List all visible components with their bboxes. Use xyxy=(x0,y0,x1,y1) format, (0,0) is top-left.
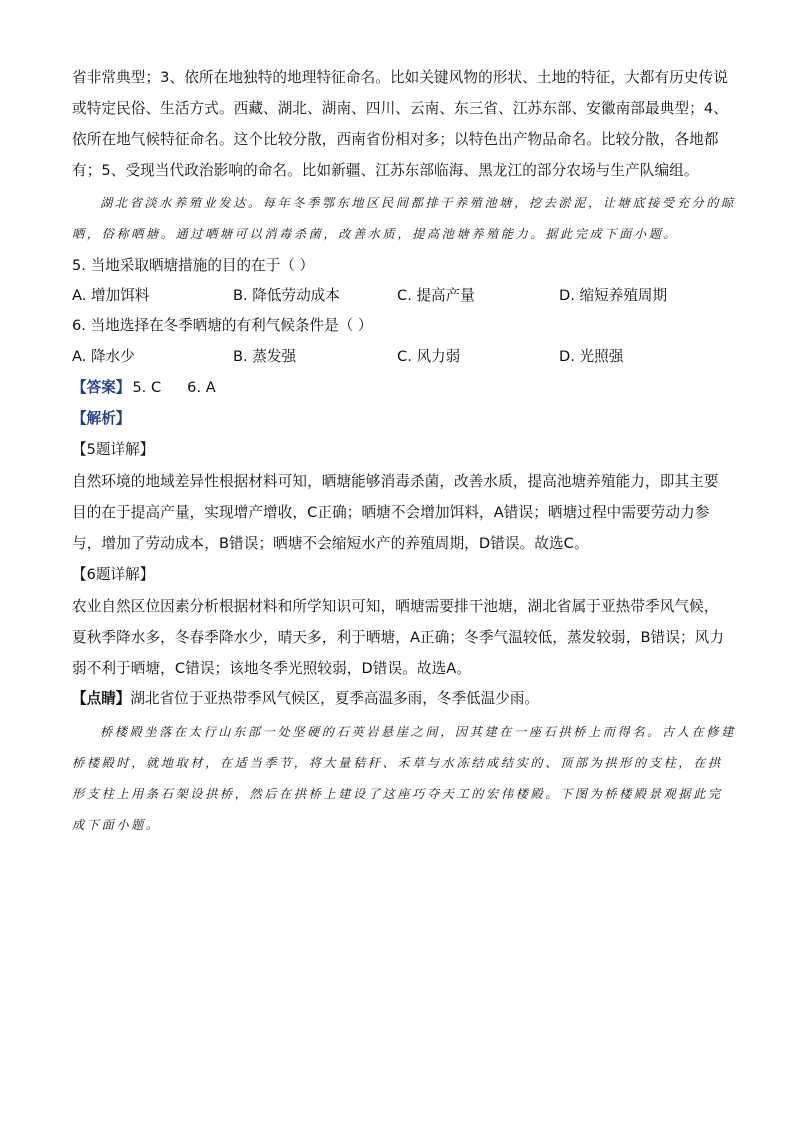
question-6-option-b: B. 蒸发强 xyxy=(233,348,297,365)
question-5-option-d: D. 缩短养殖周期 xyxy=(559,287,668,304)
comment-text: 湖北省位于亚热带季风气候区，夏季高温多雨，冬季低温少雨。 xyxy=(130,690,540,707)
detail-6-text: 农业自然区位因素分析根据材料和所学知识可知，晒塘需要排干池塘，湖北省属于亚热带季风气候，夏秋季降水多，冬春季降水少，晴天多，利于晒塘，A正确；冬季气温较低，蒸发较弱，B错误；风力弱不利于晒塘，C错误；该地冬季光照较弱，D错误。故选A。 xyxy=(72,598,725,677)
analysis-tag: 【解析】 xyxy=(72,410,131,427)
question-5-option-b: B. 降低劳动成本 xyxy=(233,287,340,304)
question-6-option-a: A. 降水少 xyxy=(72,348,135,365)
detail-5-text: 自然环境的地域差异性根据材料可知，晒塘能够消毒杀菌，改善水质，提高池塘养殖能力，即其主要目的在于提高产量，实现增产增收，C正确；晒塘不会增加饵料，A错误；晒塘过程中需要劳动力参与，增加了劳动成本，B错误；晒塘不会缩短水产的养殖周期，D错误。故选C。 xyxy=(72,473,719,552)
detail-5-heading: 【5题详解】 xyxy=(72,441,155,458)
comment-line xyxy=(72,689,539,709)
question-6-stem: 6. 当地选择在冬季晒塘的有利气候条件是（ ） xyxy=(72,317,373,334)
comment-tag: 【点睛】 xyxy=(72,690,131,707)
answer-6: 6. A xyxy=(187,379,216,396)
answer-5: 5. C xyxy=(132,379,162,396)
intro-paragraph: 省非常典型；3、依所在地独特的地理特征命名。比如关键风物的形状、土地的特征，大都有历史传说或特定民俗、生活方式。西藏、湖北、湖南、四川、云南、东三省、江苏东部、安徽南部最典型；4、依所在地气候特征命名。这个比较分散，西南省份相对多；以特色出产物品命名。比较分散，各地都有；5、受现当代政治影响的命名。比如新疆、江苏东部临海、黑龙江的部分农场与生产队编组。 xyxy=(72,69,728,179)
analysis-heading xyxy=(72,409,130,429)
answer-line xyxy=(72,378,216,398)
material-passage-bridge-hall: 桥楼殿坐落在太行山东部一处坚硬的石英岩悬崖之间，因其建在一座石拱桥上而得名。古人在修建桥楼殿时，就地取材，在适当季节，将大量秸秆、禾草与水冻结成结实的、顶部为拱形的支柱，在拱形支柱上用条石架设拱桥，然后在拱桥上建设了这座巧夺天工的宏伟楼殿。下图为桥楼殿景观据此完成下面小题。 xyxy=(72,725,736,832)
material-passage-fish-pond: 湖北省淡水养殖业发达。每年冬季鄂东地区民间都排干养殖池塘，挖去淤泥，让塘底接受充分的晾晒，俗称晒塘。通过晒塘可以消毒杀菌，改善水质，提高池塘养殖能力。据此完成下面小题。 xyxy=(72,196,736,241)
question-5-option-c: C. 提高产量 xyxy=(397,287,475,304)
detail-6-heading: 【6题详解】 xyxy=(72,566,155,583)
question-5-option-a: A. 增加饵料 xyxy=(72,287,150,304)
question-5-options xyxy=(72,286,732,306)
question-5-stem: 5. 当地采取晒塘措施的目的在于（ ） xyxy=(72,257,315,274)
question-6-option-c: C. 风力弱 xyxy=(397,348,461,365)
answer-tag: 【答案】 xyxy=(72,379,131,396)
question-6-options xyxy=(72,347,732,367)
question-6-option-d: D. 光照强 xyxy=(559,348,624,365)
